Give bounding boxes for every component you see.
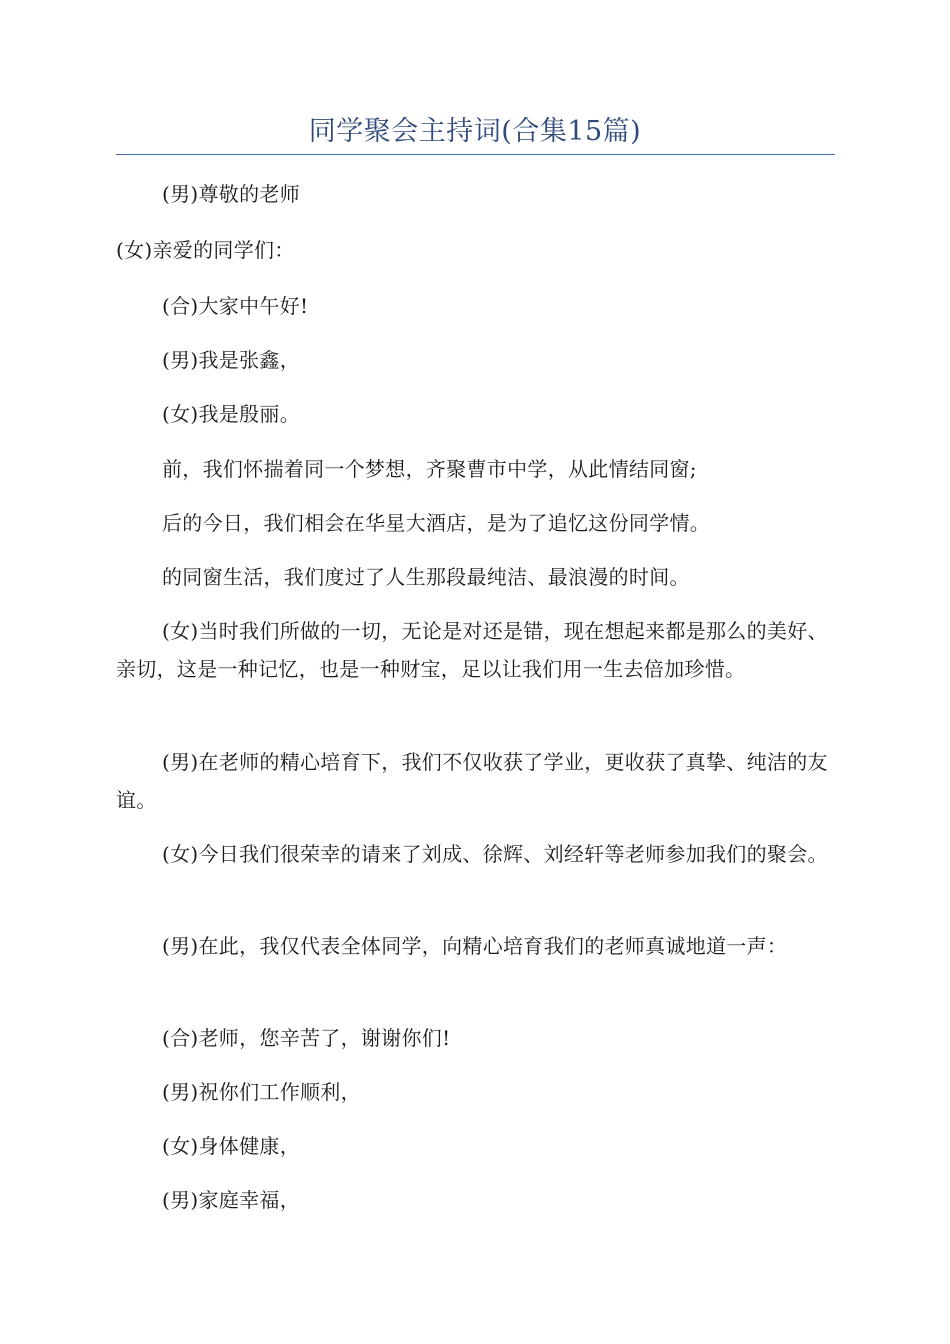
paragraph: (女)亲爱的同学们： xyxy=(116,238,295,262)
paragraph: (男)祝你们工作顺利， xyxy=(162,1080,361,1104)
paragraph: (男)尊敬的老师 xyxy=(162,182,301,206)
paragraph: (男)家庭幸福， xyxy=(162,1188,301,1212)
paragraph: (女)当时我们所做的一切，无论是对还是错，现在想起来都是那么的美好、亲切，这是一种记忆，也是一种财宝，足以让我们用一生去倍加珍惜。 xyxy=(116,619,828,681)
paragraph: (合)大家中午好! xyxy=(162,294,309,318)
paragraph: (合)老师，您辛苦了，谢谢你们! xyxy=(162,1026,451,1050)
paragraph: (女)我是殷丽。 xyxy=(162,402,301,426)
title-underline xyxy=(116,154,835,155)
paragraph: (男)在此，我仅代表全体同学，向精心培育我们的老师真诚地道一声： xyxy=(162,934,788,958)
paragraph: 的同窗生活，我们度过了人生那段最纯洁、最浪漫的时间。 xyxy=(162,565,690,589)
paragraph: (女)身体健康， xyxy=(162,1134,301,1158)
paragraph: (男)我是张鑫， xyxy=(162,348,301,372)
paragraph: 前，我们怀揣着同一个梦想，齐聚曹市中学，从此情结同窗; xyxy=(162,457,697,481)
paragraph: (男)在老师的精心培育下，我们不仅收获了学业，更收获了真挚、纯洁的友谊。 xyxy=(116,750,828,812)
document-title: 同学聚会主持词(合集15篇) xyxy=(308,116,642,147)
paragraph: 后的今日，我们相会在华星大酒店，是为了追忆这份同学情。 xyxy=(162,511,711,535)
paragraph: (女)今日我们很荣幸的请来了刘成、徐辉、刘经轩等老师参加我们的聚会。 xyxy=(162,842,828,866)
